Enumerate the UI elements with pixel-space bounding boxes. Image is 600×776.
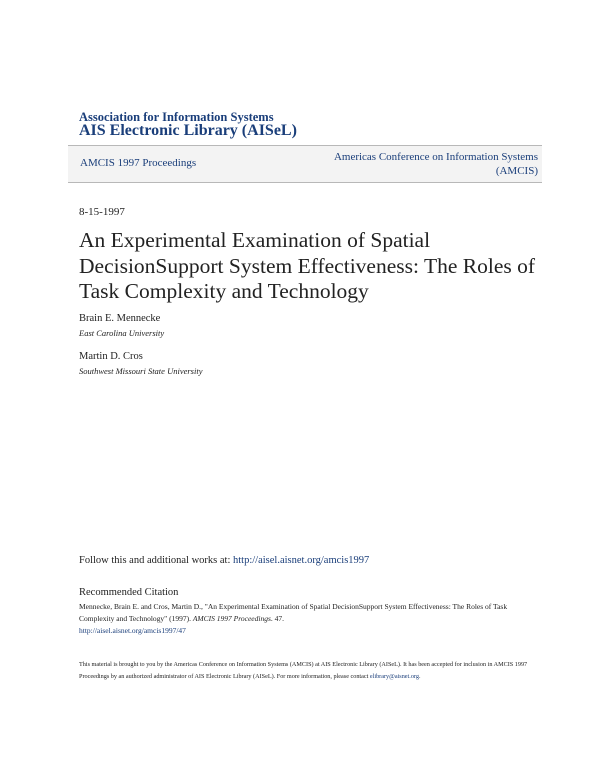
paper-title: An Experimental Examination of Spatial DecisionSupport System Effectiveness: The Roles of Task Complexity and Technology [79,228,536,303]
author-affiliation-2: Southwest Missouri State University [79,366,203,376]
citation-number: . 47. [270,614,285,623]
citation-main: Mennecke, Brain E. and Cros, Martin D., "An Experimental Examination of Spatial DecisionSupport System Effectiveness: The Roles of Task Complexity and Technology" (1997). [79,602,508,623]
publication-date: 8-15-1997 [79,206,125,218]
conference-link[interactable] [308,150,538,178]
author-name-2: Martin D. Cros [79,351,143,362]
org-name: Association for Information Systems [79,110,274,124]
proceedings-link[interactable]: AMCIS 1997 Proceedings [80,157,197,169]
notice-text [79,659,541,682]
proceedings-band [68,145,542,183]
notice-email-link[interactable]: elibrary@aisnet.org [369,672,419,680]
notice-end: . [418,672,421,680]
citation-body [79,601,539,637]
follow-line [79,555,369,566]
follow-link[interactable]: http://aisel.aisnet.org/amcis1997 [233,555,370,566]
conference-line-1: Americas Conference on Information Systems [333,151,538,163]
author-affiliation-1: East Carolina University [79,328,165,338]
conference-line-2: (AMCIS) [495,165,538,177]
follow-text: Follow this and additional works at: [79,555,233,566]
citation-proceedings: AMCIS 1997 Proceedings [192,614,271,623]
notice-body: This material is brought to you by the Americas Conference on Information Systems (AMCIS) at AIS Electronic Library (AISeL). It has been accepted for inclusion in AMCIS 1997 Proceedings by an authorized administrator of AIS Electronic Library (AISeL). For more information, please contact [79,661,528,680]
citation-link[interactable]: http://aisel.aisnet.org/amcis1997/47 [79,626,186,635]
citation-heading: Recommended Citation [79,587,179,598]
library-name[interactable]: AIS Electronic Library (AISeL) [79,122,297,139]
author-name-1: Brain E. Mennecke [79,313,161,324]
